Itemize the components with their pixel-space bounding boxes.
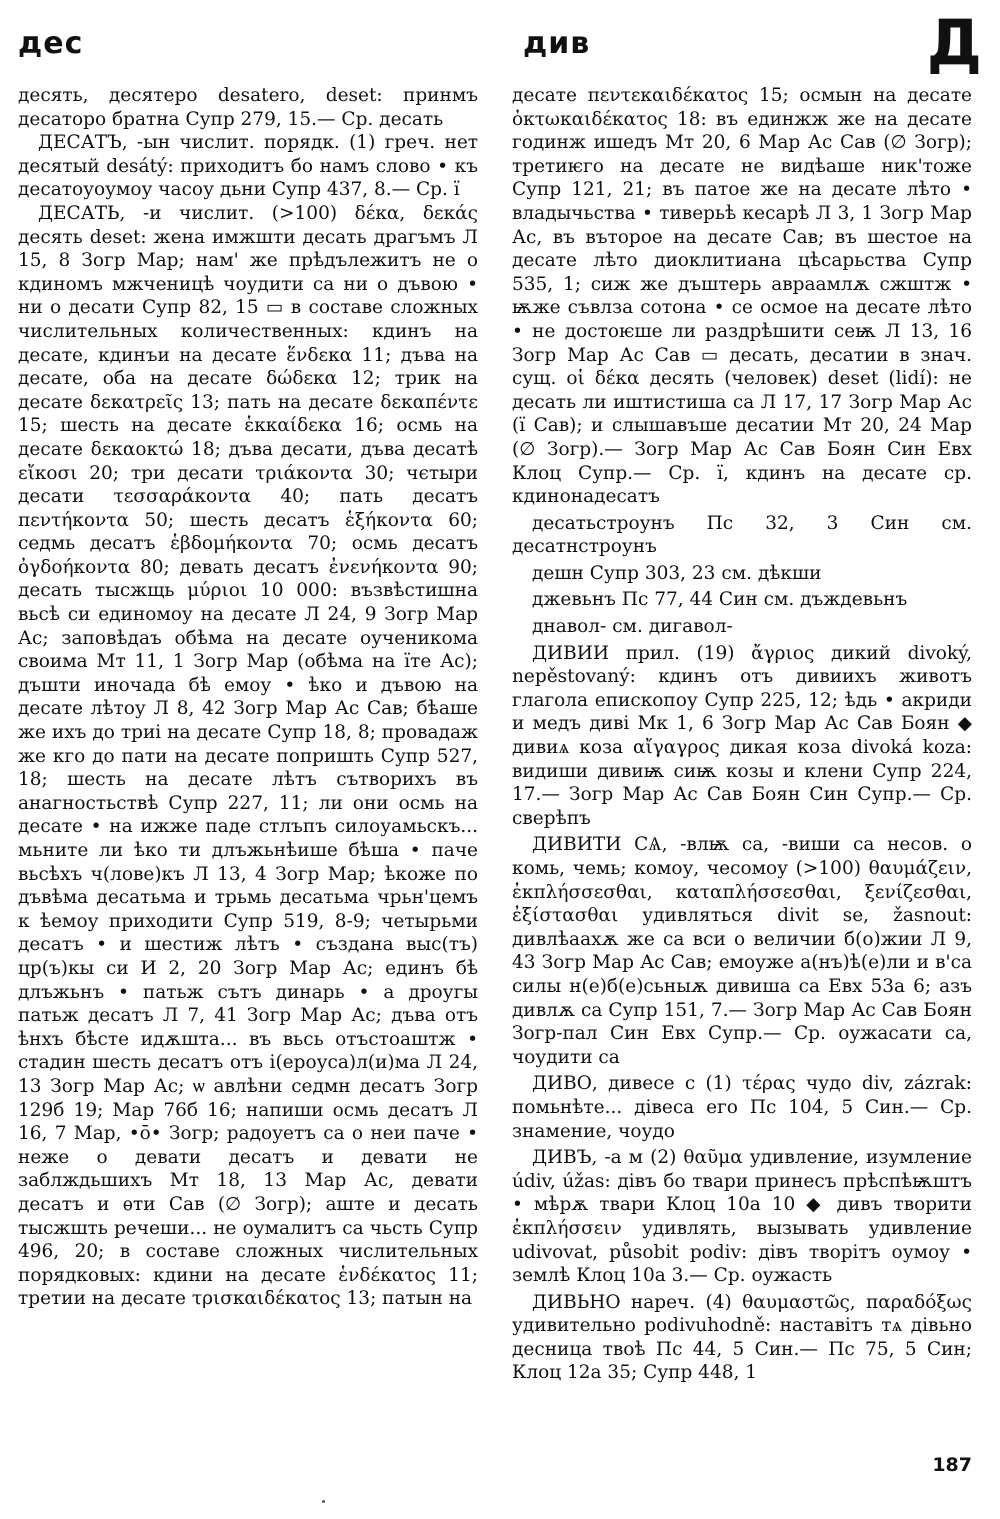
entry-diviti-sa: ДИВИТИ СѦ, -влѭ са, -виши са несов. о комь, чемь; комоу, чесомоу (>100) θαυμάζειν, ἐκπλήσσεσθαι, καταπλήσσεσθαι, ξενίζεσθαι, ἐξίστασθαι удивляться divit se, žasnout: дивлѣаахѫ же са вси о величии б(о)жии Л 9, 43 Зогр Мар Ас Сав; емоуже а(нъ)ѣ(е)ли и в'са силы н(е)б(е)сьныѫ дивиша са Евх 53а 6; азъ дивлѫ са Супр 151, 7.— Зогр Мар Ас Сав Боян Зогр-пал Син Евх Супр.— Ср. оужасати са, чоудити са [512, 834, 972, 1068]
running-head [18, 6, 982, 79]
entry-deshi: дешн Супр 303, 23 см. дѣкши [532, 562, 822, 584]
entry-desaty: ДЕСАТЪ, -ын числит. порядк. (1) греч. нет десятый desátý: приходитъ бо намъ слово • къ десатоуоумоу часоу дьни Супр 437, 8.— Ср. ї [18, 132, 478, 201]
running-head-center: див [523, 26, 591, 61]
section-letter: Д [926, 6, 982, 79]
running-head-left: дес [18, 26, 84, 61]
entry-divu: ДИВЪ, -а м (2) θαῦμα удивление, изумление údiv, úžas: дівъ бо твари принесъ прѣспѣѭштъ • мѣрѫ твари Клоц 10а 10 ◆ дивъ творити ἐκπλήσσειν удивлять, вызывать удивление udivovat, působit podiv: дівъ творітъ оумоу • землѣ Клоц 10а 3.— Ср. оужасть [512, 1147, 972, 1287]
entry-desatero-continued: десять, десятеро desatero, deset: принмъ десаторо братна Супр 279, 15.— Ср. десать [18, 85, 478, 130]
entry-diavol: днавол- см. дигавол- [532, 616, 733, 638]
entry-divii: ДИВИИ прил. (19) ἄγριος дикий divoký, nepěstovaný: кдинъ отъ дивиихъ животъ глагола епископоу Супр 225, 12; ѣдь • акриди и медъ диві Мк 1, 6 Зогр Мар Ас Сав Боян ◆ дивиѧ коза αἴγαγρος дикая коза divoká koza: видиши дивиѭ сиѭ козы и клени Супр 224, 17.— Зогр Мар Ас Сав Боян Син Супр.— Ср. сверѣпъ [512, 642, 972, 829]
left-column [18, 84, 478, 1311]
entry-desat: ДЕСАТЬ, -и числит. (>100) δέκα, δεκάς десять deset: жена имжшти десать драгъмъ Л 15, 8 Зогр Мар; нам' же прѣдълежитъ не о кдиномъ мжченицѣ чоудити са ни о дъвою • ни о десати Супр 82, 15 ▭ в составе сложных числительных количественных: кдинъ на десате, кдинъи на десате ἕνδεκα 11; дъва на десате, оба на десате δώδεκα 12; трик на десате δεκατρεῖς 13; пать на десате δεκαπέντε 15; шесть на десате ἑκκαίδεκα 16; осмь на десате δεκαοκτώ 18; дъва десати, дъва десатѣ εἴκοσι 20; три десати τριάκοντα 30; чєтыри десати τεσσαράκοντα 40; пать десатъ πεντήκοντα 50; шесть десатъ ἑξήκοντα 60; седмь десатъ ἑβδομήκοντα 70; осмь десатъ ὀγδοήκοντα 80; девать десатъ ἐνενήκοντα 90; десать тысжщь μύριοι 10 000: възвѣстишна вьсѣ си единомоу на десате Л 24, 9 Зогр Мар Ас; заповѣдаъ обѣма на десате оученикома своима Мт 11, 1 Зогр Мар (обѣма на їте Ас); дъшти иночада бѣ емоу • ѣко и дъвою на десате лѣтоу Л 8, 42 Зогр Мар Ас Сав; бѣаше же ихъ до триі на десате Супр 18, 8; провадаж же кго до пати на десате попришть Супр 527, 18; шесть на десате лѣтъ сътворихъ въ анагностьствѣ Супр 227, 11; ли они осмь на десате • на ижже паде стлъпъ силоуамьскъ... мьните ли ѣко ти длъжьнѣише бѣша • паче вьсѣхъ ч(лове)къ Л 13, 4 Зогр Мар; ѣкоже по дъвѣма десатьма и трьмь десатьма чрьн'цемъ к ѣемоу приходити Супр 519, 8-9; четырьми десатъ • и шестиж лѣтъ • създана выс(тъ) цр(ъ)кы си И 2, 20 Зогр Мар Ас; единъ бѣ длъжьнъ • патьж сътъ динарь • а дроугы патьж десатъ Л 7, 41 Зогр Мар Ас; дъва отъ ѣнхъ бѣсте идѫшта... въ вьсь отъстоаштж • стадин шесть десатъ отъ і(ероуса)л(и)ма Л 24, 13 Зогр Мар Ас; ѡ авлѣни седмн десатъ Зогр 129б 19; Мар 76б 16; напиши осмь десатъ Л 16, 7 Мар, •ō• Зогр; радоуетъ са о неи паче • неже о девати десатъ и девати не заблждьшихъ Мт 18, 13 Мар Ас, девати десатъ и ѳти Сав (∅ Зогр); аште и десать тысжшть речеши... не оумалитъ са чьсть Супр 496, 20; в составе сложных числительных порядковых: кдини на десате ἑνδέκατος 11; третии на десате τρισκαιδέκατος 13; патын на [18, 202, 478, 1310]
entry-dzhevnu: джевьнъ Пс 77, 44 Син см. дъждевьнъ [532, 589, 908, 611]
entry-divno: ДИВЬНО нареч. (4) θαυμαστῶς, παραδόξως удивительно podivuhodně: наставітъ тѧ дівьно десница твоѣ Пс 44, 5 Син.— Пс 75, 5 Син; Клоц 12а 35; Супр 448, 1 [512, 1291, 972, 1384]
right-column [512, 84, 972, 1385]
entry-desatstrunu: десатьстроунъ Пс 32, 3 Син см. десатнстроунъ [512, 512, 972, 558]
entry-divo: ДИВО, дивесе с (1) τέρας чудо div, zázrak: помьнѣте... дівеса его Пс 104, 5 Син.— Ср. знамение, чоудо [512, 1073, 972, 1142]
entry-desat-continued: десате πεντεκαιδέκατος 15; осмын на десате ὀκτωκαιδέκατος 18: въ единжж же на десате годинж ишедъ Мт 20, 6 Мар Ас Сав (∅ Зогр); третиѥго на десате не видѣаше ник'тоже Супр 121, 21; въ патое же на десате лѣто • владычьства • тиверьѣ кесарѣ Л 3, 1 Зогр Мар Ас, въ въторое на десате Сав; въ шестое на десате лѣто диоклитиана цѣсарьства Супр 535, 1; сиж же дъштерь авраамлѫ сжштж • ѭже съвлза сотона • се осмое на десате лѣто • не достоѥше ли раздрѣшити сеѭ Л 13, 16 Зогр Мар Ас Сав ▭ десать, десатии в знач. сущ. οἱ δέκα десять (человек) deset (lidí): не десать ли иштистиша са Л 17, 17 Зогр Мар Ас (ї Сав); и слышавъше десатии Мт 20, 24 Мар (∅ Зогр).— Зогр Мар Ас Сав Боян Син Евх Клоц Супр.— Ср. ї, кдинъ на десате ср. кдинонадесатъ [512, 85, 972, 508]
print-speck [322, 1500, 325, 1503]
page-number: 187 [932, 1454, 972, 1476]
